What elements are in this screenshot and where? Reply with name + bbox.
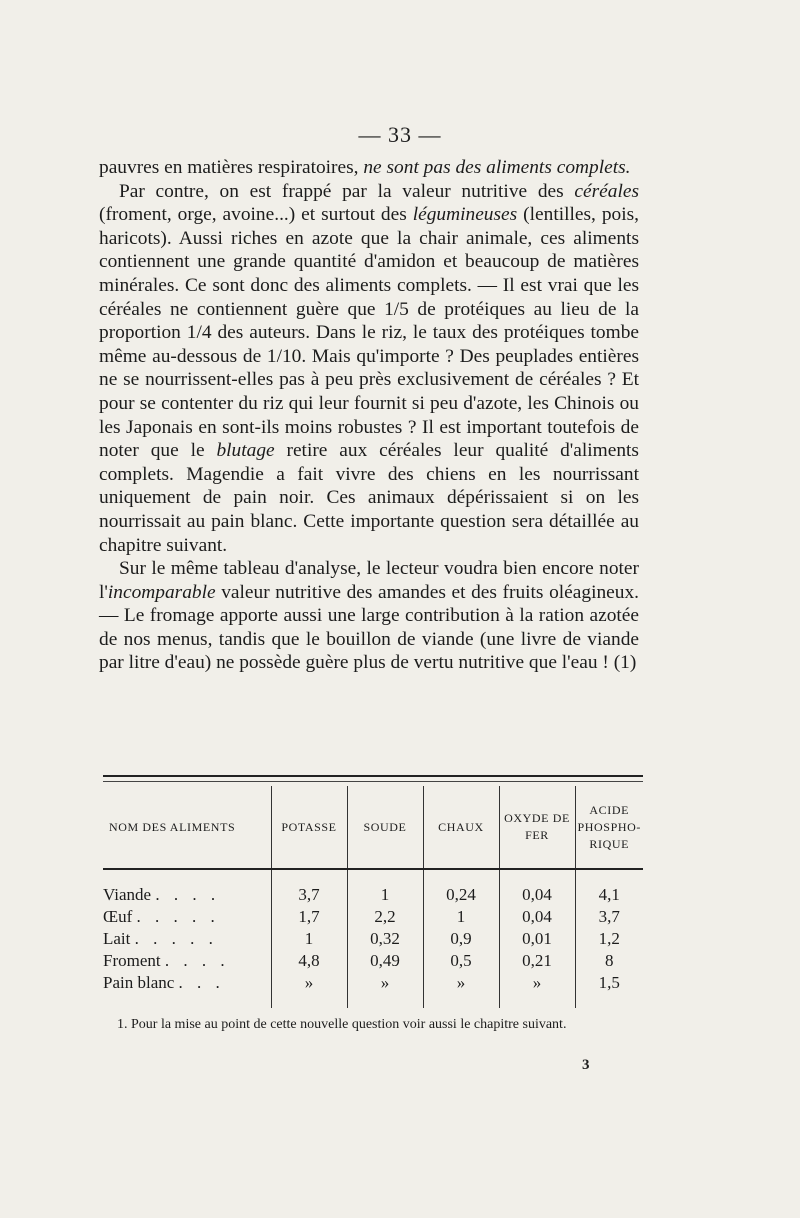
value-cell: 2,2	[347, 906, 423, 928]
value-cell: 8	[575, 950, 643, 972]
table-row	[103, 928, 643, 950]
column-header-chaux: CHAUX	[423, 786, 499, 869]
food-name-cell	[103, 972, 271, 1008]
table-row	[103, 972, 643, 1008]
text-segment: Sur le même tableau d'analyse, le lecteur voudra bien encore noter l'	[99, 558, 639, 603]
leader-dots: . . . .	[155, 885, 221, 904]
food-name: Froment	[103, 951, 161, 970]
text-segment: (froment, orge, avoine...) et surtout des	[99, 204, 413, 226]
column-header-oxyde-de-fer: OXYDE DE FER	[499, 786, 575, 869]
food-name-cell	[103, 906, 271, 928]
food-name: Pain blanc	[103, 973, 175, 992]
table-row	[103, 906, 643, 928]
italic-text: ne sont pas des aliments complets.	[363, 157, 631, 178]
food-name: Œuf	[103, 907, 133, 926]
paragraph	[99, 156, 639, 180]
text-segment: pauvres en matières respiratoires,	[99, 157, 364, 178]
value-cell: 0,24	[423, 869, 499, 906]
value-cell: »	[347, 972, 423, 1008]
food-name-cell	[103, 928, 271, 950]
table-top-rule	[103, 775, 643, 782]
value-cell: 0,9	[423, 928, 499, 950]
leader-dots: . . .	[178, 973, 225, 992]
italic-text: blutage	[216, 440, 275, 462]
mineral-composition-table	[103, 786, 643, 1008]
value-cell: 0,5	[423, 950, 499, 972]
text-segment: Par contre, on est frappé par la valeur nutritive des	[119, 180, 575, 202]
column-header-acide-phosphorique: ACIDE PHOSPHO-RIQUE	[575, 786, 643, 869]
leader-dots: . . . . .	[136, 907, 220, 926]
value-cell: 4,8	[271, 950, 347, 972]
paragraph	[99, 557, 639, 675]
value-cell: 1,2	[575, 928, 643, 950]
value-cell: »	[499, 972, 575, 1008]
text-segment: retire aux céréales leur qualité d'aliments complets. Magendie a fait vivre des chiens en les nourrissant uniquement de pain noir. Ces animaux dépérissaient si on les nourrissait au pain blanc. Cette importante question sera détaillée au chapitre suivant.	[99, 440, 639, 556]
value-cell: 4,1	[575, 869, 643, 906]
food-name-cell	[103, 950, 271, 972]
column-header-potasse: POTASSE	[271, 786, 347, 869]
footnote: 1. Pour la mise au point de cette nouvelle question voir aussi le chapitre suivant.	[117, 1017, 567, 1032]
value-cell: 1	[271, 928, 347, 950]
text-segment: (lentilles, pois, haricots). Aussi riches en azote que la chair animale, ces aliments contiennent une grande quantité d'amidon et beaucoup de matières minérales. Ce sont donc des aliments complets. — Il est vrai que les céréales ne contiennent guère que 1/5 de protéiques au lieu de la proportion 1/4 des auteurs. Dans le riz, le taux des protéiques tombe même au-dessous de 1/10. Mais qu'importe ? Des peuplades entières ne se nourrissent-elles pas à peu près exclusivement de céréales ? Et pour se contenter du riz qui leur fournit si peu d'azote, les Chinois ou les Japonais en sont-ils moins robustes ? Il est important toutefois de noter que le	[99, 204, 639, 462]
italic-text: céréales	[574, 180, 639, 202]
value-cell: 0,49	[347, 950, 423, 972]
value-cell: 0,01	[499, 928, 575, 950]
value-cell: 0,04	[499, 869, 575, 906]
food-name: Viande	[103, 885, 152, 904]
value-cell: »	[423, 972, 499, 1008]
value-cell: »	[271, 972, 347, 1008]
value-cell: 3,7	[271, 869, 347, 906]
value-cell: 1,7	[271, 906, 347, 928]
paragraph	[99, 180, 639, 558]
value-cell: 0,32	[347, 928, 423, 950]
value-cell: 3,7	[575, 906, 643, 928]
food-name-cell	[103, 869, 271, 906]
value-cell: 1	[423, 906, 499, 928]
table-header-row	[103, 786, 643, 869]
text-segment: valeur nutritive des amandes et des fruits oléagineux. — Le fromage apporte aussi une large contribution à la ration azotée de nos menus, tandis que le bouillon de viande (une livre de viande par litre d'eau) ne possède guère plus de vertu nutritive que l'eau ! (1)	[99, 581, 639, 674]
column-header-soude: SOUDE	[347, 786, 423, 869]
signature-mark: 3	[582, 1057, 590, 1073]
italic-text: incomparable	[107, 581, 216, 603]
leader-dots: . . . .	[164, 951, 230, 970]
value-cell: 1,5	[575, 972, 643, 1008]
value-cell: 1	[347, 869, 423, 906]
table-row	[103, 869, 643, 906]
italic-text: légumineuses	[412, 204, 518, 226]
body-text	[99, 156, 639, 675]
value-cell: 0,21	[499, 950, 575, 972]
food-name: Lait	[103, 929, 131, 948]
leader-dots: . . . . .	[134, 929, 218, 948]
value-cell: 0,04	[499, 906, 575, 928]
page-number: — 33 —	[358, 122, 442, 147]
column-header-name: NOM DES ALIMENTS	[103, 786, 271, 869]
table-row	[103, 950, 643, 972]
